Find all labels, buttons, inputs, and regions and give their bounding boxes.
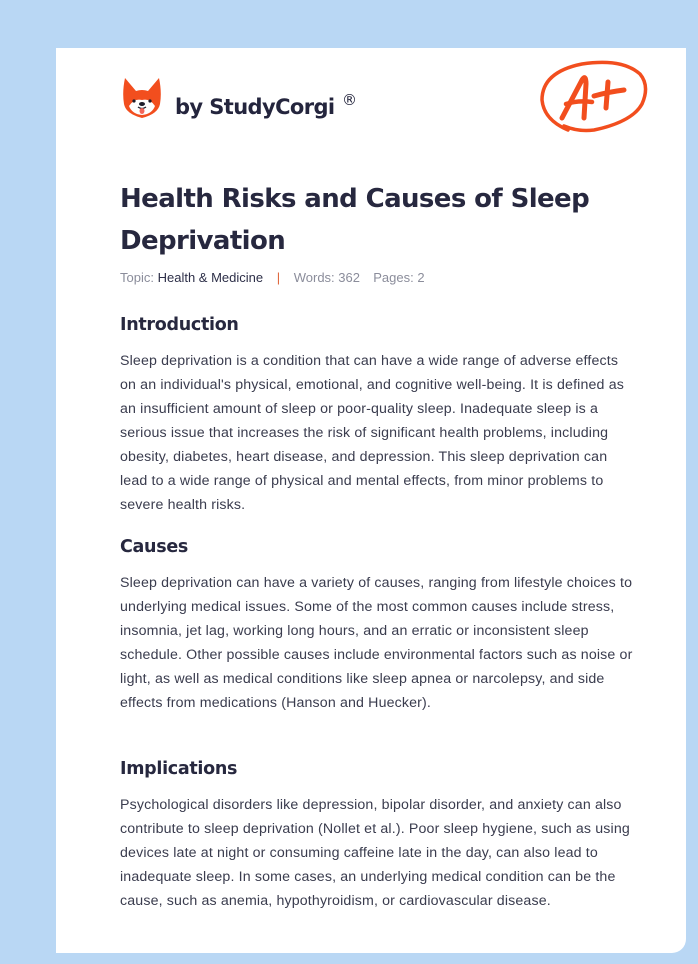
a-plus-grade-icon xyxy=(538,58,650,142)
document-meta xyxy=(120,268,425,288)
section-body-causes: Sleep deprivation can have a variety of causes, ranging from lifestyle choices to underlying medical issues. Some of the most common causes include stress, insomnia, jet lag, working long hours, and an erratic or inconsistent sleep schedule. Other possible causes include environmental factors such as noise or light, as well as medical conditions like sleep apnea or narcolepsy, and side effects from medications (Hanson and Huecker). xyxy=(120,575,633,711)
section-heading-introduction: Introduction xyxy=(120,315,239,335)
studycorgi-logo[interactable] xyxy=(122,76,162,120)
words-label: Words: xyxy=(293,270,335,285)
topic-link[interactable]: Health & Medicine xyxy=(157,270,264,285)
words-value: 362 xyxy=(338,270,360,285)
section-body-introduction: Sleep deprivation is a condition that can have a wide range of adverse effects on an individual's physical, emotional, and cognitive well-being. It is defined as an insufficient amount of sleep or poor-quality sleep. Inadequate sleep is a serious issue that increases the risk of significant health problems, including obesity, diabetes, heart disease, and depression. This sleep deprivation can lead to a wide range of physical and mental effects, from minor problems to severe health risks. xyxy=(120,353,624,513)
section-body-implications: Psychological disorders like depression, bipolar disorder, and anxiety can also contribute to sleep deprivation (Nollet et al.). Poor sleep hygiene, such as using devices late at night or consuming caffeine late in the day, can also lead to inadequate sleep. In some cases, an underlying medical condition can be the cause, such as anemia, hypothyroidism, or cardiovascular disease. xyxy=(120,797,630,909)
document-title: Health Risks and Causes of Sleep Deprivation xyxy=(120,184,590,256)
section-heading-causes: Causes xyxy=(120,537,189,557)
brand-name[interactable]: by StudyCorgi xyxy=(175,95,335,119)
grade-badge xyxy=(538,58,650,147)
corgi-logo-icon xyxy=(122,76,162,120)
pages-value: 2 xyxy=(417,270,425,285)
topic-label: Topic: xyxy=(120,270,154,285)
meta-separator: | xyxy=(276,270,281,285)
registered-mark: ® xyxy=(342,91,357,109)
section-heading-implications: Implications xyxy=(120,759,238,779)
pages-label: Pages: xyxy=(373,270,414,285)
